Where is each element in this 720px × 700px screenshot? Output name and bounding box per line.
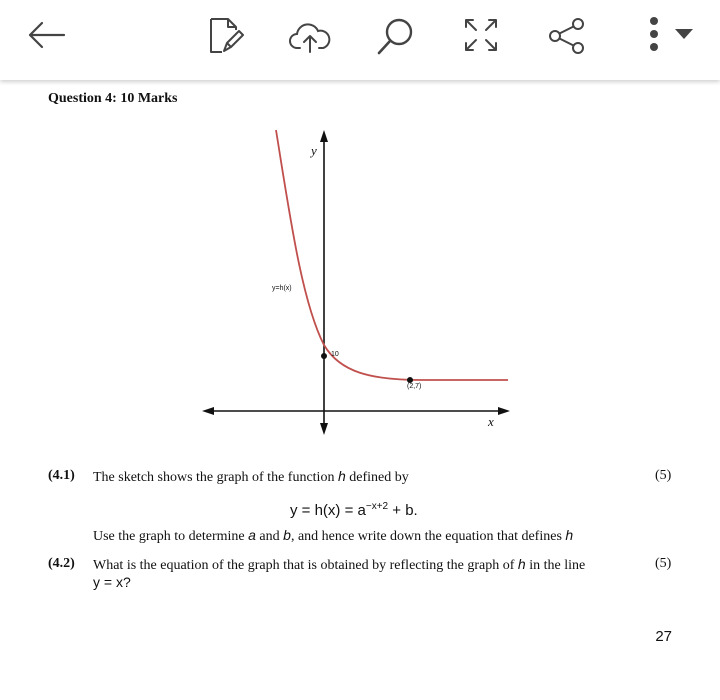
question-4-2-line1: [93, 555, 633, 575]
question-4-1-line1: [93, 467, 409, 487]
question-4-2-marks: (5): [655, 556, 672, 571]
page-number: 27: [655, 628, 672, 645]
edit-document-icon[interactable]: [208, 16, 244, 54]
curve-label: y=h(x): [272, 285, 292, 292]
y-intercept-point: [321, 353, 327, 359]
question-4-1-equation: [290, 501, 418, 519]
back-arrow-icon[interactable]: [26, 20, 66, 50]
x-axis: [202, 407, 510, 415]
y-intercept-label: 10: [331, 351, 339, 358]
dropdown-caret-icon[interactable]: [675, 29, 693, 39]
q1-var-b: b: [283, 527, 291, 543]
question-4-2-line2: y = x?: [93, 574, 131, 590]
cloud-upload-icon[interactable]: [288, 22, 332, 54]
q1-line2-var-h: h: [565, 527, 574, 543]
q1-line1-prefix: The sketch shows the graph of the function: [93, 470, 338, 485]
q1-line2-a: Use the graph to determine: [93, 529, 249, 544]
q1-line2-rest: , and hence write down the equation that defines: [290, 529, 566, 544]
point-label: (2,7): [407, 383, 422, 390]
search-icon[interactable]: [376, 16, 416, 56]
share-icon[interactable]: [547, 17, 587, 55]
q1-line1-suffix: defined by: [345, 470, 409, 485]
equation-exponent: −x+2: [365, 501, 389, 512]
question-4-1-number: (4.1): [48, 468, 75, 483]
question-4-1-marks: (5): [655, 468, 672, 483]
fullscreen-icon[interactable]: [463, 17, 499, 53]
q1-line2-and: and: [255, 529, 284, 544]
x-axis-label: x: [488, 414, 494, 429]
q2-text-prefix: What is the equation of the graph that is obtained by reflecting the graph of: [93, 558, 518, 573]
question-4-2-number: (4.2): [48, 556, 75, 571]
q1-var-h: h: [337, 468, 346, 484]
q1-var-a: a: [248, 527, 256, 543]
q2-var-h: h: [517, 556, 526, 572]
question-4-1-line2: [93, 526, 573, 546]
y-axis-label: y: [311, 143, 317, 158]
q2-text-suffix: in the line: [525, 558, 586, 573]
y-axis: [320, 130, 328, 435]
function-graph: [190, 122, 520, 442]
more-options-icon[interactable]: [648, 16, 660, 54]
exponential-curve: [276, 130, 508, 380]
equation-lhs: y = h(x) = a: [290, 502, 366, 519]
equation-rhs: + b.: [388, 502, 418, 519]
question-heading: Question 4: 10 Marks: [48, 91, 178, 106]
top-toolbar: [0, 0, 720, 80]
document-page: [0, 80, 720, 700]
